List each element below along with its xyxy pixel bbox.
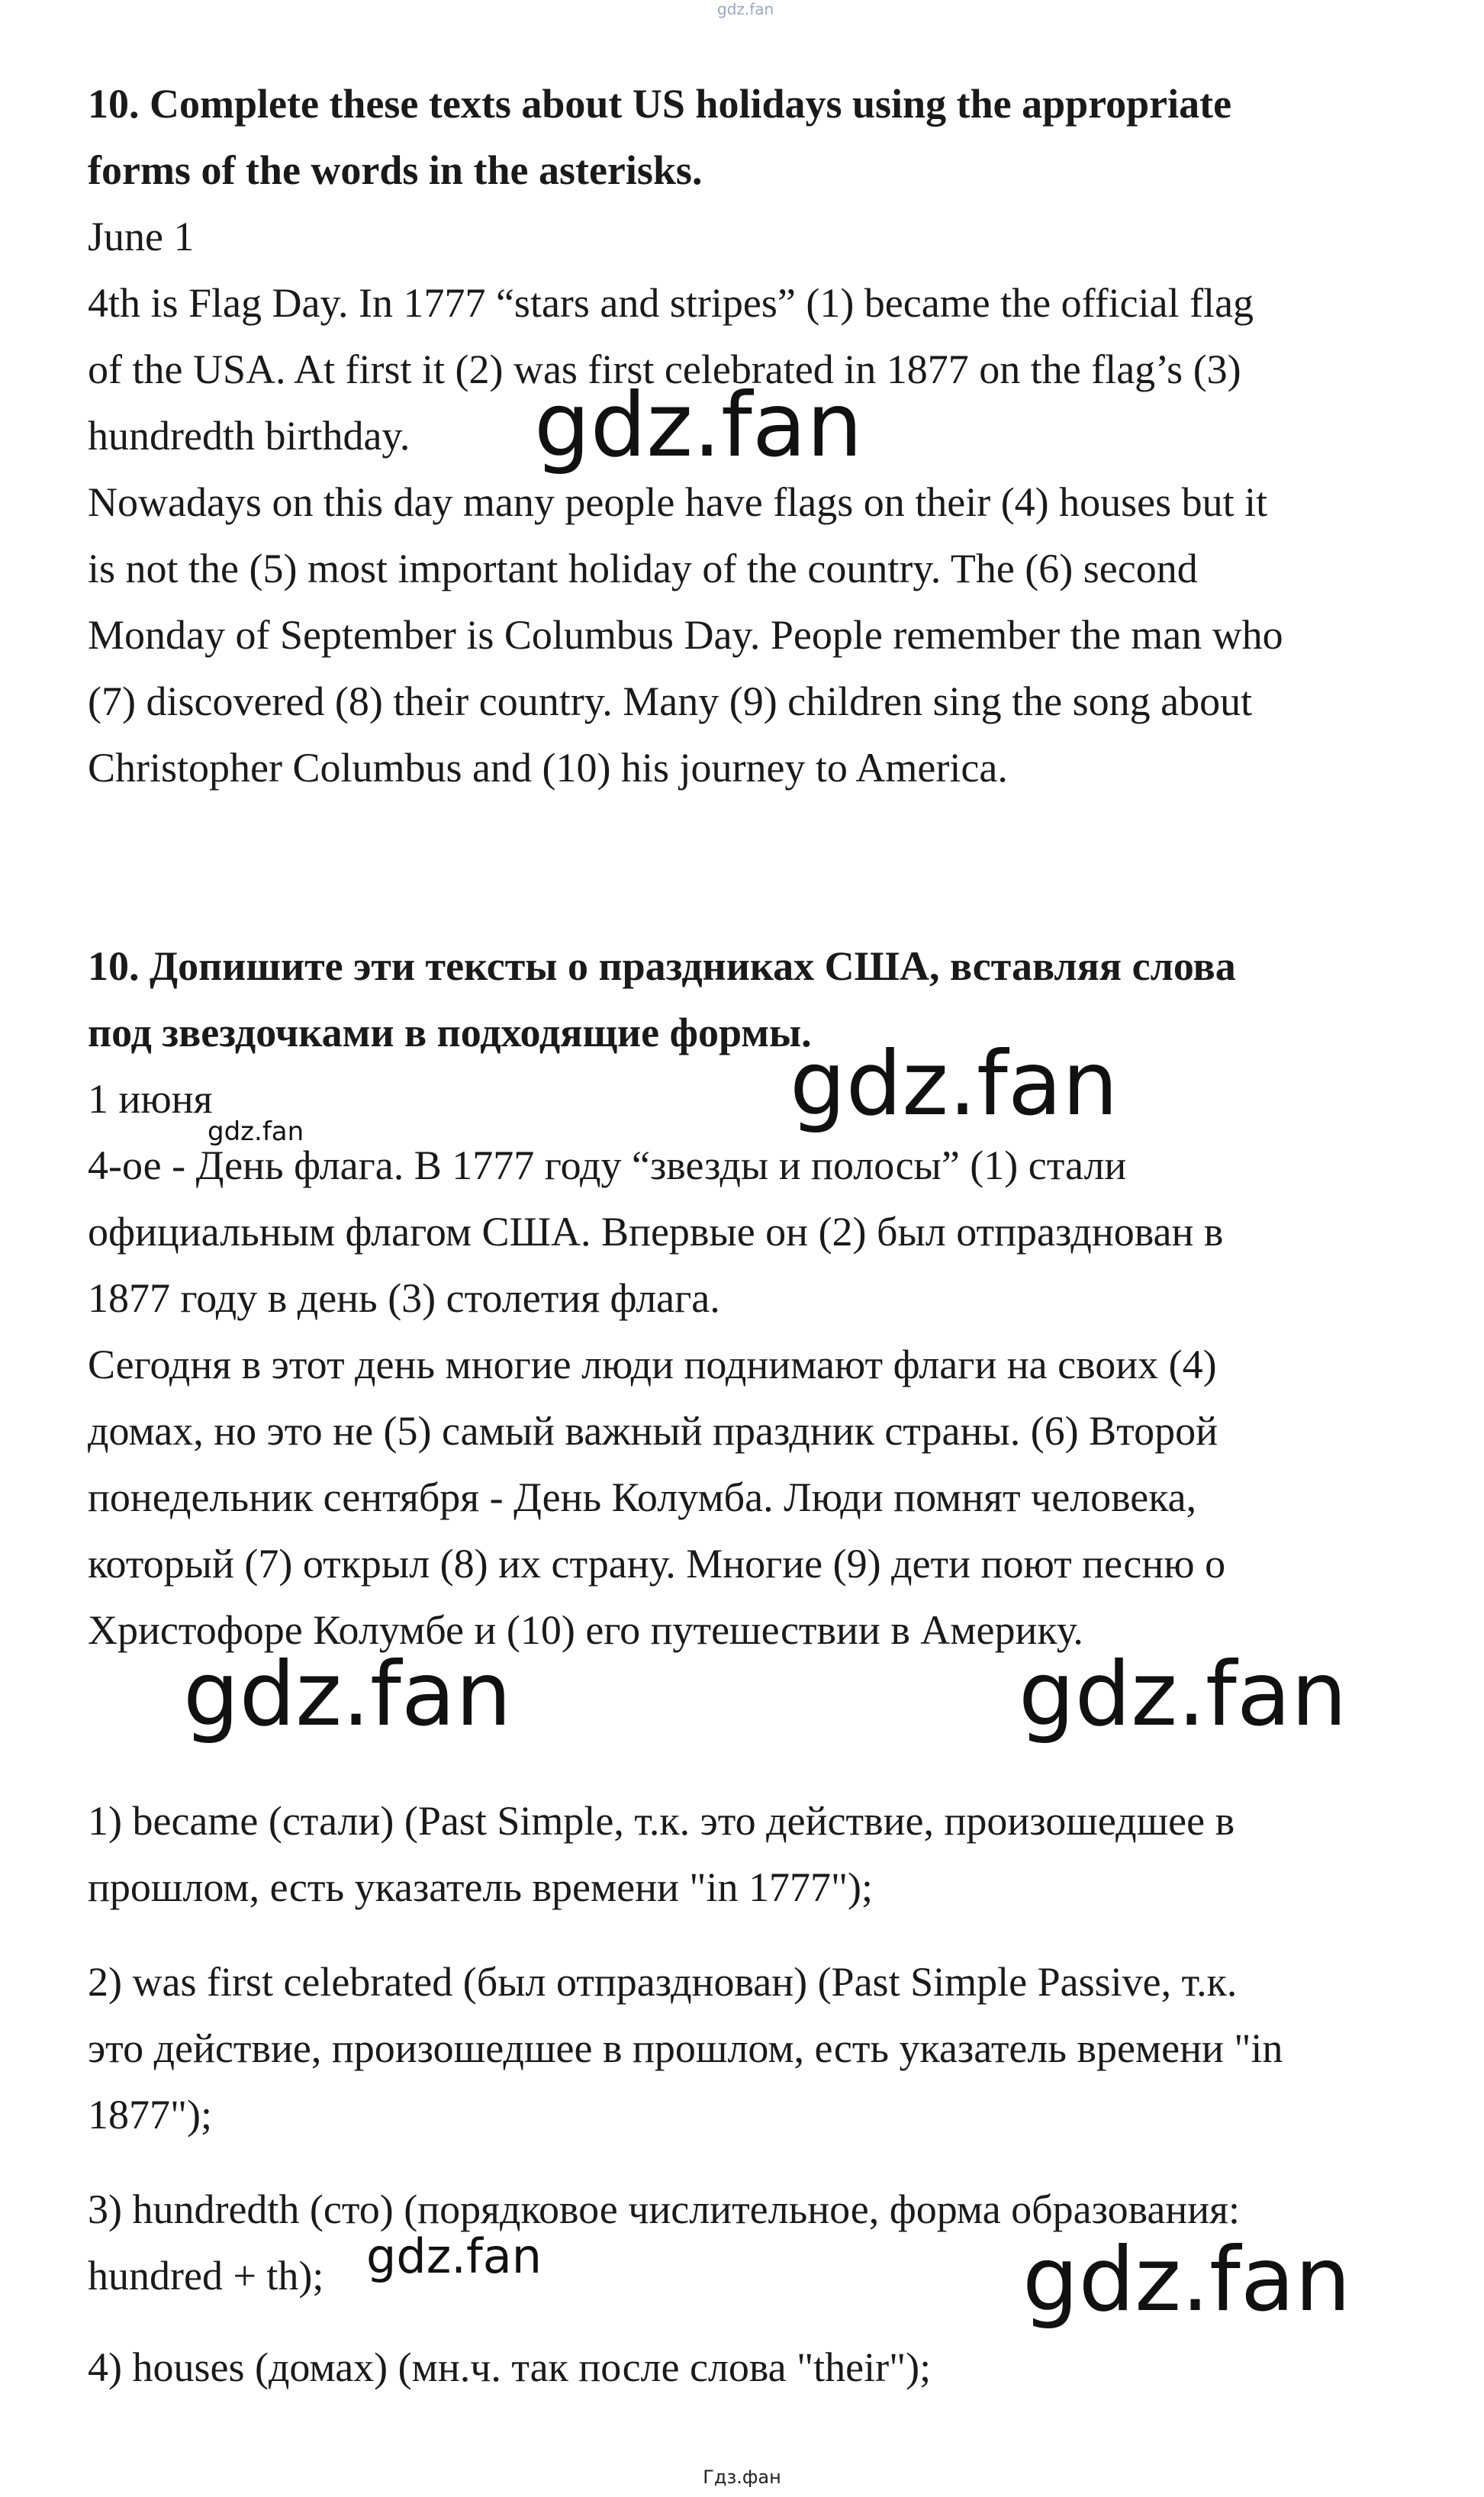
answer-line: 4) houses (домах) (мн.ч. так после слова "their"); bbox=[88, 2344, 932, 2390]
english-heading-line-1: 10. Complete these texts about US holidays using the appropriate bbox=[88, 81, 1232, 127]
watermark: gdz.fan bbox=[183, 1643, 512, 1746]
answer-line: 1) became (стали) (Past Simple, т.к. это действие, произошедшее в bbox=[88, 1798, 1235, 1844]
russian-text-line: понедельник сентября - День Колумба. Люди помнят человека, bbox=[88, 1474, 1197, 1520]
answer-line: hundred + th); bbox=[88, 2253, 324, 2299]
watermark: gdz.fan bbox=[208, 1116, 304, 1147]
answer-line: 3) hundredth (сто) (порядковое числительное, форма образования: bbox=[88, 2186, 1241, 2232]
answer-2 bbox=[88, 1949, 1415, 2148]
english-text-line: of the USA. At first it (2) was first celebrated in 1877 on the flag’s (3) bbox=[88, 346, 1241, 392]
english-text-line: is not the (5) most important holiday of the country. The (6) second bbox=[88, 546, 1198, 591]
answer-line: это действие, произошедшее в прошлом, есть указатель времени "in bbox=[88, 2025, 1283, 2071]
russian-task-block bbox=[88, 933, 1415, 1664]
answer-line: 2) was first celebrated (был отпразднован) (Past Simple Passive, т.к. bbox=[88, 1959, 1238, 2005]
english-heading-line-2: forms of the words in the asterisks. bbox=[88, 147, 703, 193]
russian-text-line: Сегодня в этот день многие люди поднимают флаги на своих (4) bbox=[88, 1342, 1217, 1387]
russian-text-line: который (7) открыл (8) их страну. Многие (9) дети поют песню о bbox=[88, 1541, 1226, 1587]
english-text-line: Christopher Columbus and (10) his journey to America. bbox=[88, 745, 1008, 791]
watermark: gdz.fan bbox=[1022, 2228, 1351, 2331]
english-text-line: Nowadays on this day many people have flags on their (4) houses but it bbox=[88, 479, 1268, 525]
watermark: gdz.fan bbox=[790, 1033, 1119, 1136]
russian-text-line: 1877 году в день (3) столетия флага. bbox=[88, 1275, 720, 1321]
watermark: gdz.fan bbox=[534, 374, 863, 477]
answer-line: прошлом, есть указатель времени "in 1777"); bbox=[88, 1864, 873, 1910]
watermark: gdz.fan bbox=[366, 2228, 542, 2284]
answer-4 bbox=[88, 2334, 1415, 2401]
russian-heading-line-2: под звездочками в подходящие формы. bbox=[88, 1010, 812, 1055]
header-watermark: gdz.fan bbox=[717, 0, 774, 18]
russian-text-line: 4-ое - День флага. В 1777 году “звезды и полосы” (1) стали bbox=[88, 1142, 1127, 1188]
watermark: gdz.fan bbox=[1019, 1643, 1347, 1746]
answer-line: 1877"); bbox=[88, 2092, 213, 2138]
russian-text-line: домах, но это не (5) самый важный праздник страны. (6) Второй bbox=[88, 1408, 1218, 1454]
english-text-line: 4th is Flag Day. In 1777 “stars and stripes” (1) became the official flag bbox=[88, 280, 1254, 326]
answer-1 bbox=[88, 1788, 1415, 1921]
english-text-line: June 1 bbox=[88, 214, 195, 259]
russian-text-line: официальным флагом США. Впервые он (2) был отпразднован в bbox=[88, 1209, 1224, 1255]
russian-heading-line-1: 10. Допишите эти тексты о праздниках США, вставляя слова bbox=[88, 943, 1236, 989]
russian-text-line: 1 июня bbox=[88, 1076, 213, 1122]
english-text-line: (7) discovered (8) their country. Many (9) children sing the song about bbox=[88, 678, 1253, 724]
russian-text-line: Христофоре Колумбе и (10) его путешествии в Америку. bbox=[88, 1607, 1083, 1653]
footer-mark: Гдз.фан bbox=[703, 2466, 781, 2488]
english-text-line: Monday of September is Columbus Day. People remember the man who bbox=[88, 612, 1283, 658]
english-text-line: hundredth birthday. bbox=[88, 413, 410, 459]
